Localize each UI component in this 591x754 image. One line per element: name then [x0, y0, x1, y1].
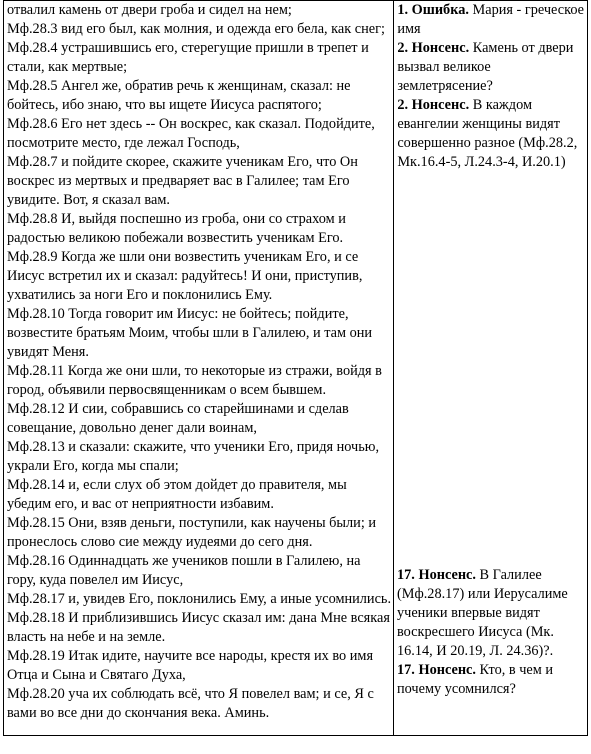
scripture-cell: [4, 1, 394, 736]
note-text: Кто, в чем и почему усомнился?: [397, 662, 554, 697]
verse-text: Мф.28.20 уча их соблюдать всё, что Я повелел вам; и се, Я с вами во все дни до скончания века. Аминь.: [7, 686, 374, 721]
verse-text: Мф.28.9 Когда же шли они возвестить ученикам Его, и се Иисус встретил их и сказал: радуйтесь! И они, приступив, ухватились за ноги Его и поклонились Ему.: [7, 249, 363, 303]
verse-text: Мф.28.3 вид его был, как молния, и одежда его бела, как снег;: [7, 21, 385, 37]
commentary-note: [397, 39, 585, 96]
verse-text: Мф.28.11 Когда же они шли, то некоторые из стражи, войдя в город, объявили первосвященникам о всем бывшем.: [7, 363, 382, 398]
note-label: 2. Нонсенс.: [397, 40, 470, 56]
verse-text: Мф.28.5 Ангел же, обратив речь к женщинам, сказал: не бойтесь, ибо знаю, что вы ищете Иисуса распятого;: [7, 78, 351, 113]
note-label: 2. Нонсенс.: [397, 97, 470, 113]
verse-text: Мф.28.15 Они, взяв деньги, поступили, как научены были; и пронеслось слово сие между иудеями до сего дня.: [7, 515, 377, 550]
verse-text: Мф.28.12 И сии, собравшись со старейшинами и сделав совещание, довольно денег дали воинам,: [7, 401, 349, 436]
verse-text: Мф.28.14 и, если слух об этом дойдет до правителя, мы убедим его, и вас от неприятности избавим.: [7, 477, 347, 512]
commentary-bottom-notes: [397, 566, 585, 699]
verse-text: Мф.28.7 и пойдите скорее, скажите ученикам Его, что Он воскрес из мертвых и предваряет вас в Галилее; там Его увидите. Вот, я сказал вам.: [7, 154, 358, 208]
verse-text: отвалил камень от двери гроба и сидел на нем;: [7, 2, 292, 18]
commentary-note: [397, 96, 585, 172]
verse-text: Мф.28.19 Итак идите, научите все народы, крестя их во имя Отца и Сына и Святаго Духа,: [7, 648, 374, 683]
verse-text: Мф.28.6 Его нет здесь -- Он воскрес, как сказал. Подойдите, посмотрите место, где лежал Господь,: [7, 116, 375, 151]
verse-text: Мф.28.17 и, увидев Его, поклонились Ему, а иные усомнились.: [7, 591, 392, 607]
commentary-note: [397, 566, 585, 661]
commentary-note: [397, 661, 585, 699]
note-label: 17. Нонсенс.: [397, 567, 476, 583]
verse-text: Мф.28.4 устрашившись его, стерегущие пришли в трепет и стали, как мертвые;: [7, 40, 369, 75]
commentary-note: [397, 1, 585, 39]
verse-text: Мф.28.18 И приблизившись Иисус сказал им: дана Мне всякая власть на небе и на земле.: [7, 610, 390, 645]
note-label: 17. Нонсенс.: [397, 662, 476, 678]
note-label: 1. Ошибка.: [397, 2, 469, 18]
note-text: Камень от двери вызвал великое землетрясение?: [397, 40, 574, 94]
verse-text: Мф.28.8 И, выйдя поспешно из гроба, они со страхом и радостью великою побежали возвестить ученикам Его.: [7, 211, 346, 246]
note-text: В Галилее (Мф.28.17) или Иерусалиме ученики впервые видят воскресшего Иисуса (Мк. 16.14, И 20.19, Л. 24.36)?.: [397, 567, 568, 659]
verse-text: Мф.28.13 и сказали: скажите, что ученики Его, придя ночью, украли Его, когда мы спали;: [7, 439, 380, 474]
verse-text: Мф.28.16 Одиннадцать же учеников пошли в Галилею, на гору, куда повелел им Иисус,: [7, 553, 361, 588]
note-text: Мария - греческое имя: [397, 2, 584, 37]
note-text: В каждом евангелии женщины видят совершенно разное (Мф.28.2, Мк.16.4-5, Л.24.3-4, И.20.1): [397, 97, 578, 170]
verse-text: Мф.28.10 Тогда говорит им Иисус: не бойтесь; пойдите, возвестите братьям Моим, чтобы шли в Галилею, и там они увидят Меня.: [7, 306, 373, 360]
